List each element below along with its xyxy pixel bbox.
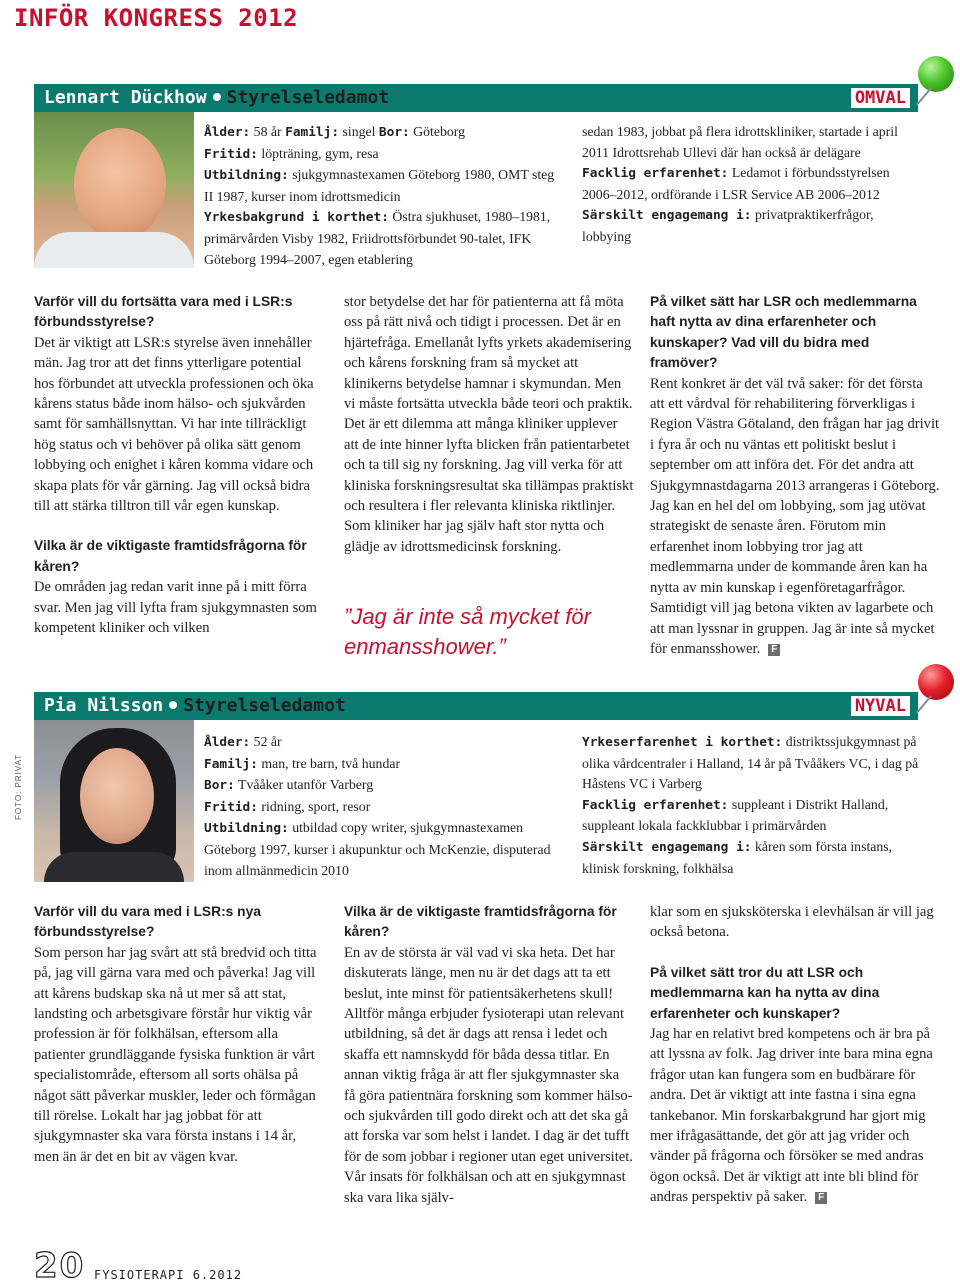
profile-bar-1 (34, 84, 918, 112)
candidate-photo (34, 112, 194, 268)
text-run: Jag har en relativt bred kompetens och är bra på att lyssna av folk. Jag driver inte bara mina egna frågor utan kan fungera som en budbärare för andra. Det är viktigt att inte fastna i sina egna tankebanor. Min forskarbakgrund har gjort mig mer ifrågasättande, det gör att jag vrider och vänder på frågorna och försöker se med andras ögon också. Det är viktigt att inte bli blind för andras perspektiv på saker. (650, 1026, 933, 1206)
fact-value: utbildad copy writer, sjukgymnastexamen Göteborg 1997, kurser i akupunktur och McKenzie, disputerad inom allmänmedicin 2010 (204, 820, 551, 878)
fact-value: ridning, sport, resor (257, 798, 371, 814)
text-run: klar som en sjuksköterska i elevhälsan är vill jag också betona. (650, 904, 934, 941)
bullet-dot-icon (169, 701, 177, 709)
fact-item (204, 799, 370, 814)
interview-answer (650, 902, 940, 943)
text-run: Varför vill du vara med i LSR:s nya förbundsstyrelse? (34, 904, 261, 940)
fact-label: Fritid: (204, 799, 258, 815)
fact-box-right (582, 122, 912, 248)
article-column-1 (34, 292, 324, 639)
portrait-shirt-shape (34, 232, 194, 268)
article-column-3 (650, 902, 940, 1208)
fact-value: privatpraktikerfrågor, lobbying (582, 207, 874, 244)
portrait-face-shape (74, 128, 166, 240)
fact-item (285, 124, 379, 139)
fact-box-right (582, 732, 922, 879)
fact-value: suppleant i Distrikt Halland, suppleant lokala fackklubbar i primärvården (582, 796, 889, 834)
interview-question (650, 963, 940, 1024)
interview-question (34, 902, 324, 943)
fact-value: Tvååker utanför Varberg (234, 777, 374, 793)
fact-item (204, 734, 282, 749)
fact-item (204, 209, 550, 266)
text-run: På vilket sätt har LSR och medlemmarna haft nytta av dina erfarenheter och kunskaper? Vad vill du bidra med framöver? (650, 294, 917, 371)
fact-label: Utbildning: (204, 821, 289, 837)
candidate-name: Pia Nilsson (44, 695, 164, 716)
fact-label: Familj: (204, 756, 258, 772)
fact-value: Ledamot i förbundsstyrelsen 2006–2012, ordförande i LSR Service AB 2006–2012 (582, 165, 890, 202)
interview-answer (34, 577, 324, 638)
interview-answer (344, 943, 634, 1208)
article-column-2 (344, 292, 634, 557)
interview-answer (344, 292, 634, 557)
article-column-1 (34, 902, 324, 1167)
fact-label: Bor: (378, 125, 410, 140)
fact-item (204, 777, 373, 792)
candidate-role: Styrelseledamot (183, 695, 346, 716)
article-column-3 (650, 292, 940, 659)
fact-label: Utbildning: (204, 168, 289, 184)
fact-box-left (204, 122, 564, 270)
section-header: INFÖR KONGRESS 2012 (14, 4, 299, 32)
fact-value: 52 år (250, 734, 282, 749)
candidate-name: Lennart Dückhow (44, 87, 207, 108)
green-pushpin-icon (918, 56, 954, 92)
fact-item (582, 165, 890, 202)
fact-value: Östra sjukhuset, 1980–1981, primärvården Visby 1982, Friidrottsförbundet 90-talet, IFK Göteborg 1994–2007, egen etablering (204, 209, 551, 267)
text-run: Rent konkret är det väl två saker: för det första att ett vårdval för rehabilitering förverkligas i Region Västra Götaland, den frågan har jag drivit i fyra år och nu väntas ett politiskt beslut i september om att införa det. För det andra att Sjukgymnastdagarna 2013 arrangeras i Göteborg. Jag kan en hel del om lobbying, som jag utövat strategiskt de senaste åren. Förutom min erfarenhet inom lobbying tror jag att medlemmarna under de kommande åren kan ha nytta av min kunskap i egenföretagarfrågor. Samtidigt vill jag betona vikten av lagarbete och att man lyssnar in gruppen. Jag är inte så mycket för enmansshower. (650, 375, 940, 657)
magazine-issue: FYSIOTERAPI 6.2012 (94, 1268, 243, 1282)
fact-value: sedan 1983, jobbat på flera idrottskliniker, startade i april 2011 Idrottsrehab Ullevi där han också är delägare (582, 124, 898, 160)
interview-answer (650, 374, 940, 660)
article-column-2 (344, 902, 634, 1208)
fact-item (379, 124, 465, 139)
candidate-role: Styrelseledamot (226, 87, 390, 108)
fact-item (582, 839, 892, 876)
fact-value: kåren som första instans, klinisk forskning, folkhälsa (582, 838, 893, 876)
election-tag: NYVAL (851, 696, 910, 716)
candidate-photo (34, 720, 194, 882)
fact-item (582, 797, 888, 834)
fact-value: sjukgymnastexamen Göteborg 1980, OMT steg II 1987, kurser inom idrottsmedicin (204, 167, 555, 204)
interview-answer (34, 943, 324, 1167)
fact-item (582, 207, 874, 244)
text-run: Vilka är de viktigaste framtidsfrågorna för kåren? (34, 538, 307, 574)
fact-item (204, 820, 551, 877)
election-tag: OMVAL (851, 88, 910, 108)
interview-question (34, 536, 324, 577)
fact-value: man, tre barn, två hundar (257, 755, 401, 771)
fact-item (204, 756, 400, 771)
photo-credit: FOTO: PRIVAT (14, 753, 23, 820)
fact-value: Göteborg (409, 124, 466, 139)
end-of-article-icon: F (815, 1192, 827, 1204)
interview-question (344, 902, 634, 943)
fact-item (582, 124, 898, 160)
pull-quote: ”Jag är inte så mycket för enmansshower.” (344, 604, 591, 659)
interview-answer (650, 1024, 940, 1208)
interview-answer (34, 333, 324, 517)
fact-item (204, 124, 285, 139)
fact-label: Facklig erfarenhet: (582, 166, 729, 182)
pushpin-needle-icon (916, 87, 932, 105)
fact-value: löpträning, gym, resa (257, 145, 379, 161)
fact-label: Särskilt engagemang i: (582, 208, 752, 224)
fact-label: Särskilt engagemang i: (582, 839, 752, 855)
text-run: Vilka är de viktigaste framtidsfrågorna för kåren? (344, 904, 617, 940)
text-run: Varför vill du fortsätta vara med i LSR:s förbundsstyrelse? (34, 294, 293, 330)
fact-label: Ålder: (204, 125, 251, 140)
text-run: På vilket sätt tror du att LSR och medlemmarna kan ha nytta av dina erfarenheter och kunskaper? (650, 964, 880, 1021)
fact-label: Fritid: (204, 146, 258, 162)
fact-value: distriktssjukgymnast på olika vårdcentraler i Halland, 14 år på Tvååkers VC, i dag på Håstens VC i Varberg (582, 734, 919, 792)
profile-name-heading (44, 87, 389, 108)
fact-item (204, 146, 379, 161)
fact-label: Ålder: (204, 735, 251, 750)
interview-question (650, 292, 940, 374)
portrait-top-shape (44, 852, 184, 882)
fact-label: Familj: (285, 125, 340, 140)
paragraph-gap (34, 516, 324, 536)
text-run: Det är viktigt att LSR:s styrelse även innehåller män. Jag tror att det finns ytterligare potential hos förbundet att utveckla professionen och öka kårens status både inom hälso- och sjukvården samt för samhällsnyttan. Vi har inte tillräckligt hög status och vi behöver på olika sätt genom lobbying och enighet i kåren komma vidare och skapa plats för vår gärning. Jag vill också bidra till att stärka tilltron till vår egen kunskap. (34, 334, 314, 515)
text-run: stor betydelse det har för patienterna att få möta oss på rätt nivå och tidigt i processen. Det är en hjärtefråga. Emellanåt lyfts yrkets akademisering och kårens forskning fram så mycket att klinikerns betydelse hamnar i skymundan. Men vi måste fortsätta utveckla både teori och praktik. Det är ett dilemma att många kliniker upplever att de inte hinner lyfta blicken från patientarbetet och ta till sig ny forskning. Jag vill verka för att kliniska forskningsresultat ska tillämpas praktiskt och resultera i fler relevanta kliniska riktlinjer. Som kliniker har jag själv haft stor nytta och glädje av idrottsmedicinsk forskning. (344, 294, 634, 555)
profile-name-heading (44, 695, 346, 716)
fact-label: Yrkeserfarenhet i korthet: (582, 735, 783, 750)
fact-label: Yrkesbakgrund i korthet: (204, 210, 389, 226)
fact-item (582, 734, 918, 791)
bullet-dot-icon (213, 93, 221, 101)
text-run: Som person har jag svårt att stå bredvid och titta på, jag vill gärna vara med och påverka! Jag vill att kårens budskap ska nå ut mer så att stat, landsting och arbetsgivare förstår hur viktig vår profession är för folkhälsan, eftersom alla patienter grundläggande fysiska funktion är vårt specialistområde, eftersom all sorts ohälsa på något sätt påverkar muskler, leder och förmågan till rörelse. Lokalt har jag jobbat för att sjukgymnaster ska vara första instans i 14 år, men än är det en bit av vägen kvar. (34, 944, 317, 1165)
fact-box-left (204, 732, 574, 881)
fact-value: singel (339, 124, 379, 139)
fact-value: 58 år (250, 124, 286, 139)
interview-question (34, 292, 324, 333)
profile-bar-2 (34, 692, 918, 720)
fact-label: Bor: (204, 778, 235, 794)
text-run: De områden jag redan varit inne på i mitt förra svar. Men jag vill lyfta fram sjukgymnasten som kompetent kliniker och vilken (34, 579, 317, 637)
portrait-face-shape (80, 748, 154, 844)
pushpin-needle-icon (916, 695, 932, 713)
red-pushpin-icon (918, 664, 954, 700)
end-of-article-icon: F (768, 644, 780, 656)
paragraph-gap (650, 943, 940, 963)
fact-label: Facklig erfarenhet: (582, 797, 729, 813)
text-run: En av de största är väl vad vi ska heta. Det har diskuterats länge, men nu är det dags att ta ett beslut, inte minst för patientsäkerhetens skull! Alltför många erbjuder fysioterapi utan relevant utbildning, så det är dags att rensa i ledet och skaffa ett namnskydd för båda dessa titlar. En annan viktig fråga är att fler sjukgymnaster ska få göra patientnära forskning som kommer hälso- och sjukvården till godo direkt och att det ska gå att forska var som helst i landet. I dag är det tufft för de som jobbar i regioner utan eget universitet. Vår insats för folkhälsan och att en sjukgymnast ska vara lika själv- (344, 944, 633, 1206)
page-number: 20 (34, 1246, 86, 1286)
fact-item (204, 167, 554, 204)
